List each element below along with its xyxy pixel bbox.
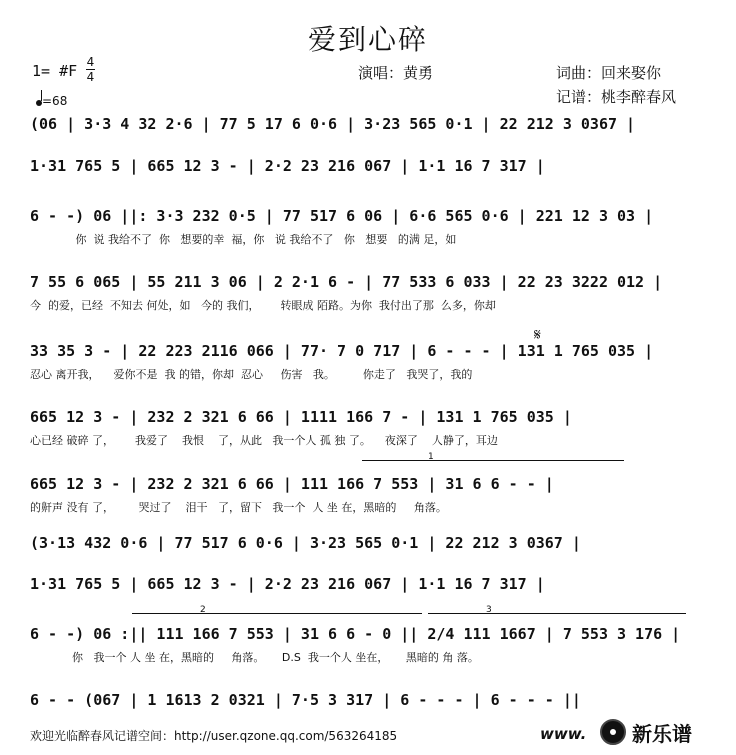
staff-line: 665 12 3 - | 232 2 321 6 66 | 111 166 7 553 | 31 6 6 - - | <box>30 475 554 493</box>
staff-line: 1·31 765 5 | 665 12 3 - | 2·2 23 216 067 | 1·1 16 7 317 | <box>30 157 545 175</box>
singer-credit: 演唱：黄勇 <box>358 64 434 82</box>
volta-1-label: 1 <box>428 452 434 462</box>
record-disc-icon <box>600 719 626 745</box>
staff-line: 7 55 6 065 | 55 211 3 06 | 2 2·1 6 - | 77 533 6 033 | 22 23 3222 012 | <box>30 273 663 291</box>
volta-bracket-1 <box>362 460 624 461</box>
system-3 <box>30 206 702 248</box>
staff-line: 6 - -) 06 :|| 111 166 7 553 | 31 6 6 - 0 || 2/4 111 1667 | 7 553 3 176 | <box>30 625 681 643</box>
staff-line: 665 12 3 - | 232 2 321 6 66 | 1111 166 7 - | 131 1 765 035 | <box>30 408 572 426</box>
tempo-mark <box>36 94 67 108</box>
system-1 <box>30 114 702 134</box>
staff-line: 6 - - (067 | 1 1613 2 0321 | 7·5 3 317 | 6 - - - | 6 - - - || <box>30 691 581 709</box>
staff-line: 33 35 3 - | 22 223 2116 066 | 77· 7 0 717 | 6 - - - | 131 1 765 035 | <box>30 342 654 360</box>
transcriber-credit: 记谱：桃李醉春风 <box>556 88 677 106</box>
system-6 <box>30 407 702 449</box>
system-10 <box>30 624 702 666</box>
volta-bracket-2 <box>132 613 422 614</box>
lyric-line: 的鼾声 没有 了， 哭过了 泪干 了，留下 我一个 人 坐 在，黑暗的 角落。 <box>30 501 447 514</box>
volta-bracket-3 <box>428 613 686 614</box>
tempo-value: =68 <box>42 94 68 108</box>
quarter-note-icon <box>36 100 42 106</box>
staff-line: 1·31 765 5 | 665 12 3 - | 2·2 23 216 067 | 1·1 16 7 317 | <box>30 575 545 593</box>
lyric-line: 你 说 我给不了 你 想要的幸 福，你 说 我给不了 你 想要 的满 足，如 <box>30 233 457 246</box>
footer-text: 欢迎光临醉春风记谱空间：http://user.qzone.qq.com/563264185 <box>30 729 398 743</box>
system-4 <box>30 272 702 314</box>
key-signature: 1= #F <box>32 62 78 80</box>
time-signature-bottom: 4 <box>86 70 95 84</box>
system-9 <box>30 574 702 594</box>
system-11 <box>30 690 702 710</box>
site-logo <box>600 716 730 748</box>
lyric-line: 忍心 离开我， 爱你不是 我 的错，你却 忍心 伤害 我。 你走了 我哭了，我的 <box>30 368 473 381</box>
composer-credit: 词曲：回来娶你 <box>556 64 662 82</box>
staff-line: (3·13 432 0·6 | 77 517 6 0·6 | 3·23 565 0·1 | 22 212 3 0367 | <box>30 534 581 552</box>
lyric-line: 你 我一个 人 坐 在，黑暗的 角落。 D.S 我一个人 坐在， 黑暗的 角 落。 <box>30 651 479 664</box>
logo-text: 新乐谱 <box>632 721 692 746</box>
volta-3-label: 3 <box>486 605 492 615</box>
staff-line: 6 - -) 06 ||: 3·3 232 0·5 | 77 517 6 06 | 6·6 565 0·6 | 221 12 3 03 | <box>30 207 654 225</box>
system-8 <box>30 533 702 553</box>
system-2 <box>30 156 702 176</box>
staff-line: (06 | 3·3 4 32 2·6 | 77 5 17 6 0·6 | 3·23 565 0·1 | 22 212 3 0367 | <box>30 115 636 133</box>
watermark-www: www. <box>540 725 587 743</box>
system-7 <box>30 474 702 516</box>
time-signature-top: 4 <box>86 55 95 69</box>
time-signature <box>86 56 95 83</box>
lyric-line: 今 的爱，已经 不知去 何处，如 今的 我们， 转眼成 陌路。为你 我付出了那 么多，你却 <box>30 299 496 312</box>
segno-icon: 𝄋 <box>534 325 541 344</box>
system-5 <box>30 341 702 383</box>
song-title: 爱到心碎 <box>307 23 428 56</box>
volta-2-label: 2 <box>200 605 206 615</box>
lyric-line: 心已经 破碎 了， 我爱了 我恨 了，从此 我一个人 孤 独 了。 夜深了 人静了，耳边 <box>30 434 498 447</box>
